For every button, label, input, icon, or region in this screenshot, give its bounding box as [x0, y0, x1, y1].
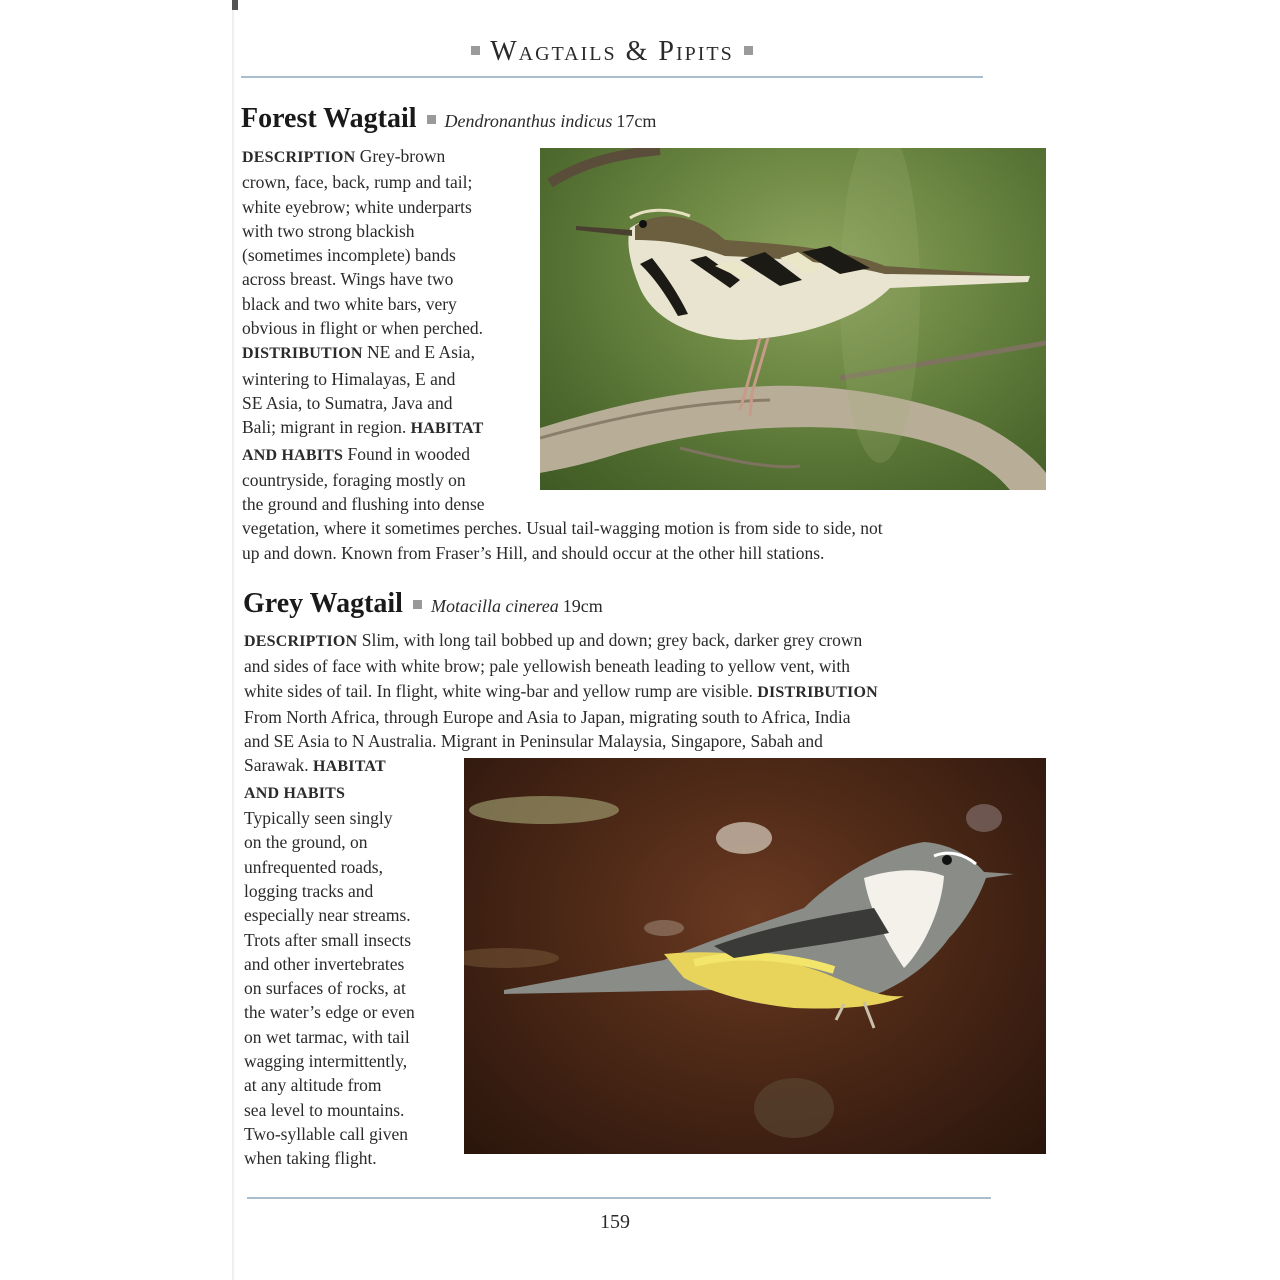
- description-text: across breast. Wings have two: [242, 269, 454, 290]
- section-label: AND HABITS: [242, 446, 344, 464]
- species-size: 17cm: [616, 111, 657, 131]
- species-common-name: Forest Wagtail: [241, 103, 417, 134]
- species-common-name: Grey Wagtail: [243, 588, 403, 619]
- description-text: obvious in flight or when perched.: [242, 318, 484, 339]
- description-text: the water’s edge or even: [244, 1002, 415, 1023]
- description-line: [242, 267, 883, 291]
- section-label: HABITAT: [313, 758, 386, 776]
- description-text: on surfaces of rocks, at: [244, 978, 406, 999]
- description-line: [242, 292, 883, 316]
- description-line: [242, 170, 883, 194]
- species-scientific-name: Motacilla cinerea: [430, 596, 559, 616]
- description-text: crown, face, back, rump and tail;: [242, 172, 473, 193]
- square-bullet-icon: [744, 46, 753, 55]
- description-text: on the ground, on: [244, 832, 368, 853]
- description-line: [244, 705, 878, 729]
- description-text: especially near streams.: [244, 905, 411, 926]
- description-line: [242, 391, 883, 415]
- description-line: [242, 516, 883, 540]
- description-line: [242, 144, 883, 170]
- description-text: Trots after small insects: [244, 929, 412, 950]
- description-text: From North Africa, through Europe and Asia to Japan, migrating south to Africa, India: [244, 706, 851, 727]
- running-head-title: Wagtails & Pipits: [490, 36, 734, 67]
- description-line: [242, 195, 883, 219]
- description-line: [244, 679, 878, 705]
- description-text: logging tracks and: [244, 880, 374, 901]
- description-text: SE Asia, to Sumatra, Java and: [242, 392, 453, 413]
- description-line: [242, 468, 883, 492]
- description-line: [244, 654, 878, 678]
- page-number: 159: [600, 1211, 630, 1233]
- description-text: on wet tarmac, with tail: [244, 1026, 410, 1047]
- description-text: Typically seen singly: [244, 808, 393, 829]
- description-text: unfrequented roads,: [244, 856, 383, 877]
- description-line: [242, 492, 883, 516]
- section-label: DESCRIPTION: [242, 149, 356, 166]
- description-text: Bali; migrant in region.: [242, 417, 411, 438]
- square-bullet-icon: [413, 600, 422, 609]
- description-text: white eyebrow; white underparts: [242, 196, 472, 217]
- running-head: [241, 36, 983, 68]
- description-text: wagging intermittently,: [244, 1051, 408, 1072]
- page-corner-mark: [232, 0, 238, 10]
- description-line: [242, 340, 883, 366]
- description-text: NE and E Asia,: [362, 342, 475, 363]
- section-label: HABITAT: [410, 420, 484, 438]
- description-line: [242, 367, 883, 391]
- species-scientific-name: Dendronanthus indicus: [444, 111, 613, 131]
- description-text: countryside, foraging mostly on: [242, 469, 466, 490]
- description-line: [244, 729, 878, 753]
- description-text: Two-syllable call given: [244, 1123, 409, 1144]
- section-label: DISTRIBUTION: [242, 345, 363, 363]
- species-size: 19cm: [562, 596, 603, 616]
- description-text: wintering to Himalayas, E and: [242, 368, 456, 389]
- species-heading: [241, 103, 656, 135]
- footer-rule: [247, 1197, 991, 1199]
- description-text: vegetation, where it sometimes perches. Usual tail-wagging motion is from side to side, not: [242, 518, 883, 539]
- page-gutter-edge: [232, 0, 235, 1280]
- description-text: Slim, with long tail bobbed up and down; grey back, darker grey crown: [357, 630, 863, 650]
- section-label: AND HABITS: [244, 784, 346, 802]
- description-text: Found in wooded: [343, 443, 471, 464]
- square-bullet-icon: [427, 115, 436, 124]
- description-text: (sometimes incomplete) bands: [242, 245, 456, 266]
- description-line: [242, 243, 883, 267]
- description-text: up and down. Known from Fraser’s Hill, and should occur at the other hill stations.: [242, 542, 825, 563]
- square-bullet-icon: [471, 46, 480, 55]
- description-line: [242, 219, 883, 243]
- description-text: black and two white bars, very: [242, 293, 457, 314]
- description-text: and SE Asia to N Australia. Migrant in Peninsular Malaysia, Singapore, Sabah and: [244, 731, 823, 752]
- description-text: Sarawak.: [244, 755, 314, 776]
- grey-wagtail-photo: [464, 758, 1046, 1154]
- description-text: when taking flight.: [244, 1148, 377, 1169]
- description-line: [242, 316, 883, 340]
- description-text: at any altitude from: [244, 1075, 382, 1096]
- description-text: and other invertebrates: [244, 953, 405, 974]
- description-line: [244, 628, 878, 654]
- description-text: and sides of face with white brow; pale yellowish beneath leading to yellow vent, with: [244, 656, 851, 677]
- section-label: DISTRIBUTION: [757, 683, 878, 701]
- description-line: [242, 442, 883, 468]
- description-line: [242, 541, 883, 565]
- description-text: sea level to mountains.: [244, 1099, 405, 1120]
- description-line: [242, 415, 883, 441]
- section-label: DESCRIPTION: [244, 633, 358, 650]
- species-heading: [243, 588, 603, 620]
- species-description: [242, 144, 883, 565]
- description-text: white sides of tail. In flight, white wing-bar and yellow rump are visible.: [244, 680, 758, 701]
- description-text: the ground and flushing into dense: [242, 494, 485, 515]
- description-text: with two strong blackish: [242, 220, 415, 241]
- header-rule: [241, 76, 983, 78]
- description-text: Grey-brown: [355, 146, 446, 166]
